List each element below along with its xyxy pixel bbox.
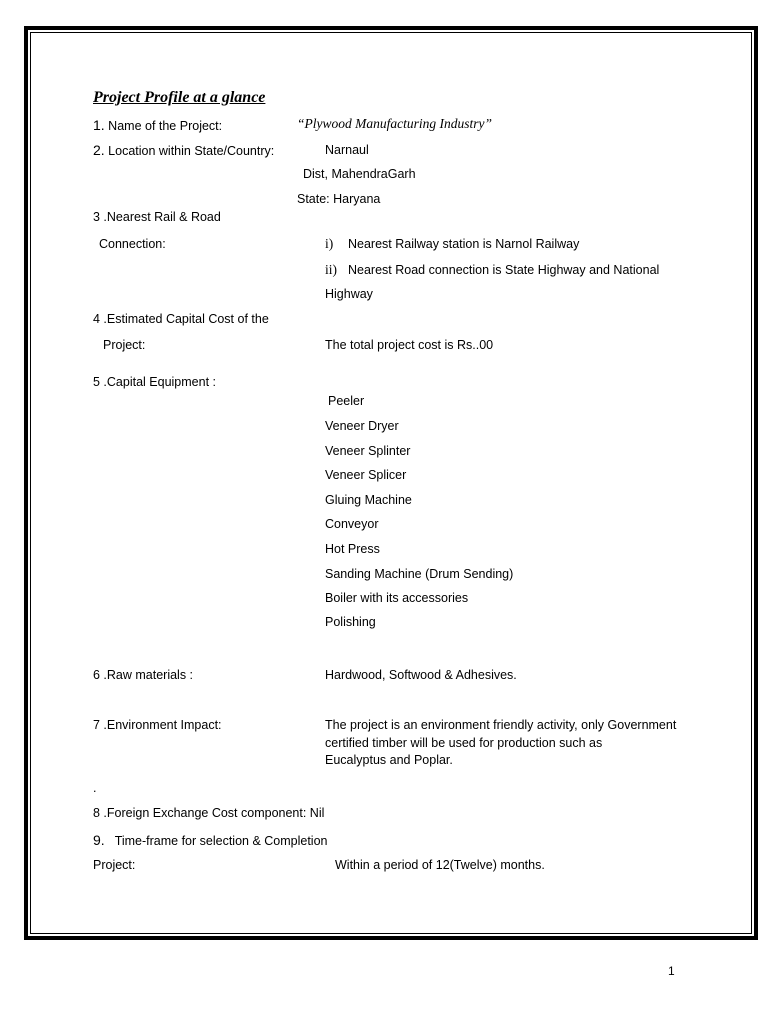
item-3-point-2 <box>325 262 659 278</box>
item-3-point-1-num: i) <box>325 236 334 251</box>
item-3-point-1 <box>325 236 579 252</box>
item-6-value: Hardwood, Softwood & Adhesives. <box>325 668 517 682</box>
item-1-label <box>93 117 222 134</box>
item-7-line-3: Eucalyptus and Poplar. <box>325 753 453 767</box>
item-2-city: Narnaul <box>325 143 369 157</box>
item-2-district: Dist, MahendraGarh <box>303 167 416 181</box>
item-1-label-text: Name of the Project: <box>108 119 223 133</box>
item-9-label-cont: Project: <box>93 858 136 872</box>
equipment-item: Polishing <box>325 615 376 629</box>
item-3-point-2-num: ii) <box>325 262 337 277</box>
item-5-label: 5 .Capital Equipment : <box>93 375 216 389</box>
equipment-item: Veneer Splicer <box>325 468 407 482</box>
equipment-item: Conveyor <box>325 517 379 531</box>
item-9-label <box>93 832 328 849</box>
item-1-number: 1. <box>93 117 105 133</box>
equipment-item: Veneer Dryer <box>325 419 399 433</box>
item-2-number: 2. <box>93 142 105 158</box>
page-title: Project Profile at a glance <box>93 89 266 106</box>
item-3-label: 3 .Nearest Rail & Road <box>93 210 221 224</box>
equipment-item: Hot Press <box>325 542 380 556</box>
stray-dot: . <box>93 781 97 795</box>
item-7-line-1: The project is an environment friendly activity, only Government <box>325 718 677 732</box>
item-1-value: “Plywood Manufacturing Industry” <box>297 116 492 131</box>
item-2-state: State: Haryana <box>297 192 381 206</box>
item-4-label: 4 .Estimated Capital Cost of the <box>93 312 269 326</box>
item-3-point-2-text: Nearest Road connection is State Highway and National <box>348 263 660 277</box>
item-8-label: 8 .Foreign Exchange Cost component: Nil <box>93 806 325 820</box>
item-2-label <box>93 142 274 159</box>
equipment-item: Sanding Machine (Drum Sending) <box>325 567 514 581</box>
item-4-label-cont: Project: <box>103 338 146 352</box>
item-6-label: 6 .Raw materials : <box>93 668 194 682</box>
item-7-line-2: certified timber will be used for production such as <box>325 736 603 750</box>
item-7-label: 7 .Environment Impact: <box>93 718 222 732</box>
item-3-label-cont: Connection: <box>99 237 166 251</box>
item-9-value: Within a period of 12(Twelve) months. <box>335 858 545 872</box>
item-4-value: The total project cost is Rs..00 <box>325 338 494 352</box>
item-9-label-text: Time-frame for selection & Completion <box>114 834 328 848</box>
item-2-label-text: Location within State/Country: <box>108 144 275 158</box>
equipment-item: Veneer Splinter <box>325 444 411 458</box>
equipment-item: Gluing Machine <box>325 493 412 507</box>
page-number: 1 <box>668 964 675 978</box>
equipment-item: Peeler <box>328 394 365 408</box>
item-3-point-1-text: Nearest Railway station is Narnol Railway <box>348 237 580 251</box>
item-3-continuation: Highway <box>325 287 373 301</box>
equipment-item: Boiler with its accessories <box>325 591 469 605</box>
item-9-number: 9. <box>93 832 105 848</box>
